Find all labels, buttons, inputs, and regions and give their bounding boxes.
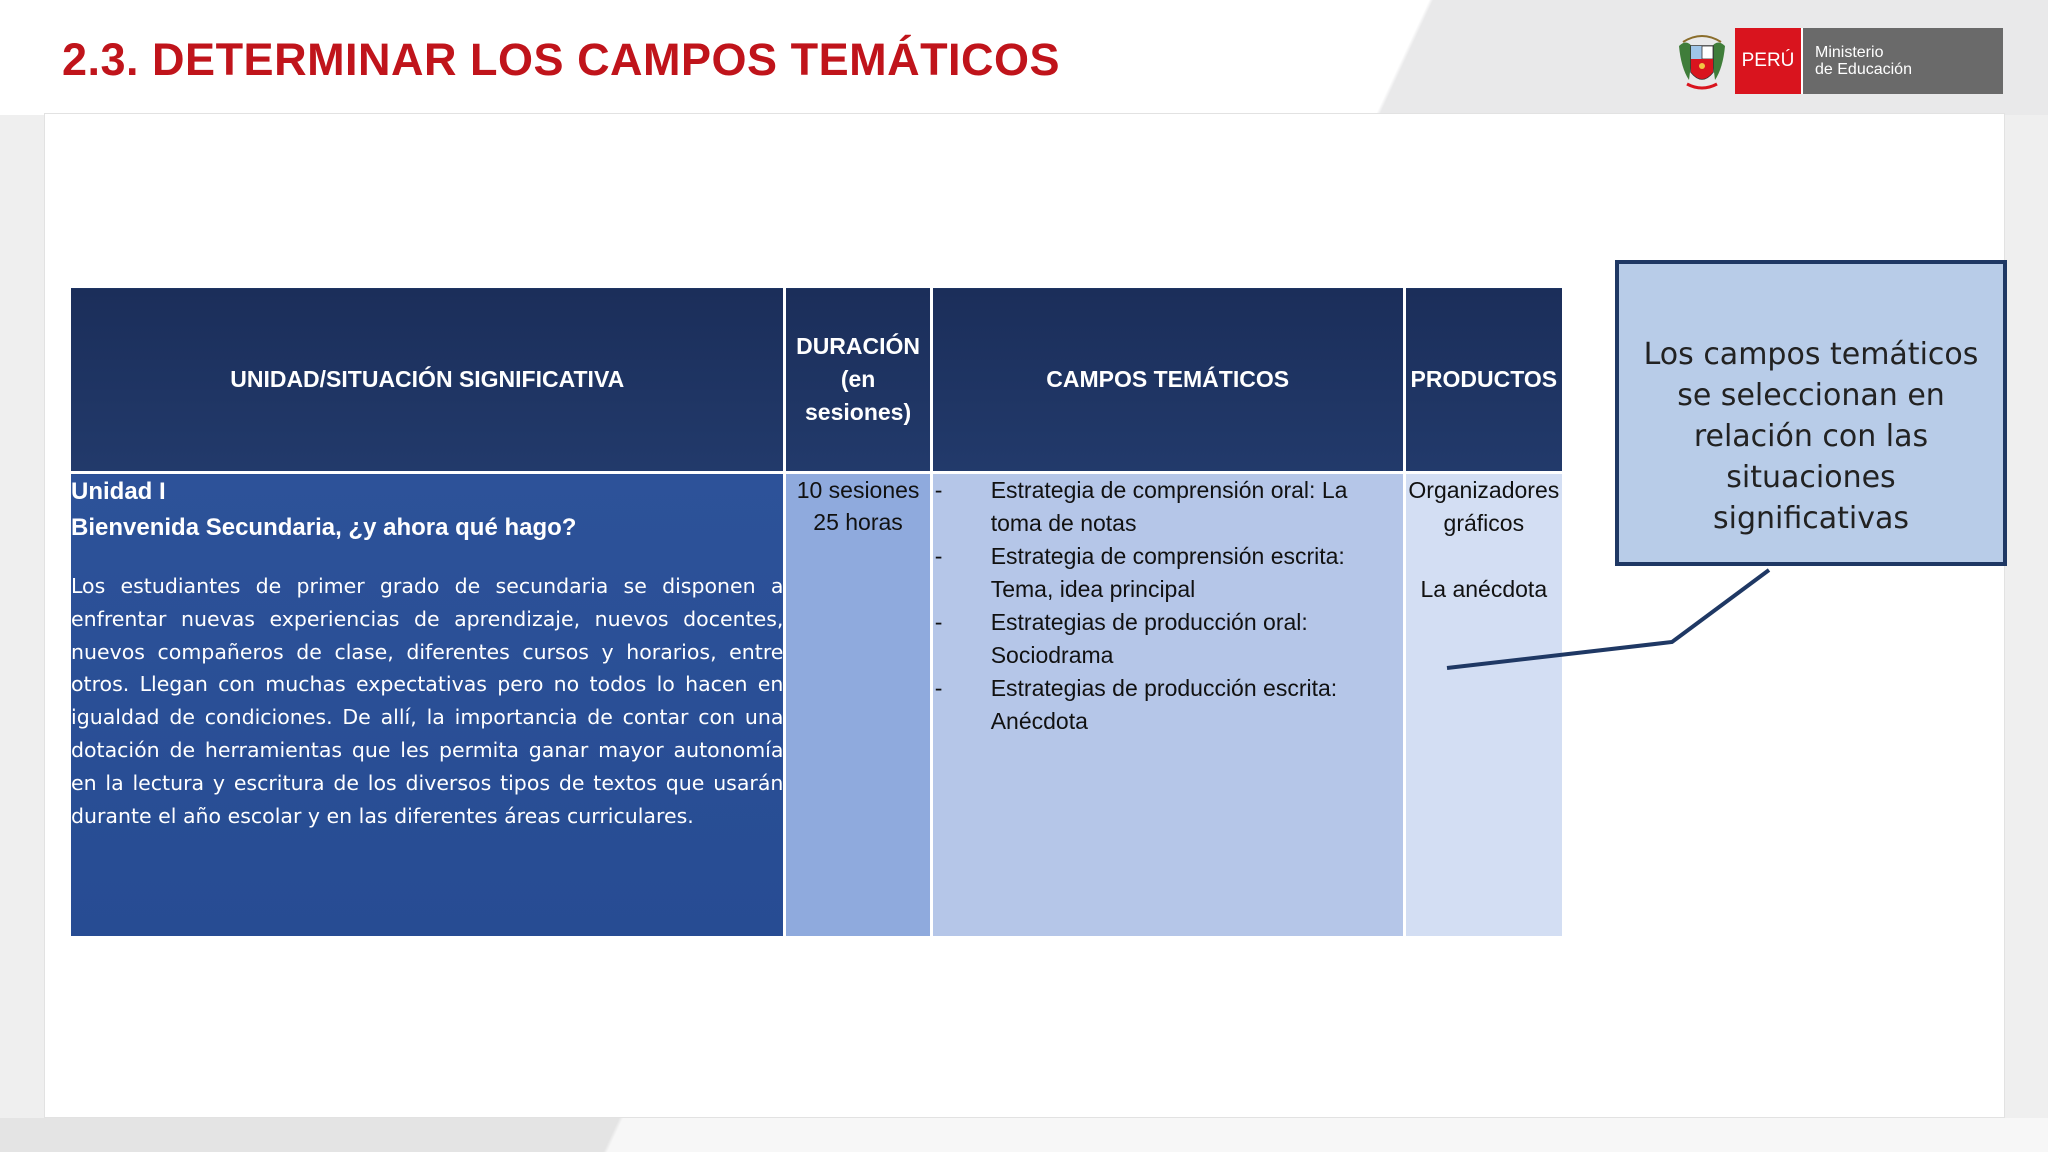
list-item bbox=[933, 606, 1403, 672]
topic-bullet: - bbox=[934, 675, 943, 701]
ministry-label bbox=[1801, 28, 2003, 94]
header-topics: CAMPOS TEMÁTICOS bbox=[931, 287, 1404, 473]
footer-background bbox=[0, 1118, 2048, 1152]
ministry-line-2: de Educación bbox=[1815, 61, 1912, 78]
products-cell bbox=[1404, 473, 1563, 938]
header-duration-line-1: DURACIÓN bbox=[796, 333, 921, 359]
topic-bullet: - bbox=[934, 543, 943, 569]
topic-text: Estrategia de comprensión escrita: Tema, idea principal bbox=[990, 543, 1345, 602]
topic-text: Estrategias de producción oral: Sociodrama bbox=[990, 609, 1308, 668]
peru-label: PERÚ bbox=[1735, 28, 1801, 94]
topics-cell bbox=[931, 473, 1404, 938]
list-item bbox=[933, 474, 1403, 540]
header-unit: UNIDAD/SITUACIÓN SIGNIFICATIVA bbox=[70, 287, 785, 473]
header-duration bbox=[785, 287, 931, 473]
topic-bullet: - bbox=[934, 609, 943, 635]
peru-coat-of-arms-icon bbox=[1673, 28, 1731, 94]
topic-bullet: - bbox=[934, 477, 943, 503]
minedu-logo bbox=[1673, 28, 2003, 94]
table-row bbox=[70, 473, 1564, 938]
unit-name: Unidad I bbox=[71, 478, 166, 505]
table-header-row bbox=[70, 287, 1564, 473]
list-item bbox=[933, 672, 1403, 738]
duration-cell bbox=[785, 473, 931, 938]
header-products: PRODUCTOS bbox=[1404, 287, 1563, 473]
unit-planning-table bbox=[68, 285, 1565, 939]
product-spacer bbox=[1406, 540, 1562, 573]
unit-description: Los estudiantes de primer grado de secundaria se disponen a enfrentar nuevas experiencias de aprendizaje, nuevos docentes, nuevos compañeros de clase, diferentes cursos y horarios, entre otros. Llegan con muchas expectativas pero no todos lo hacen en igualdad de condiciones. De allí, la importancia de contar con una dotación de herramientas que les permita ganar mayor autonomía en la lectura y escritura de los diversos tipos de textos que usarán durante el año escolar y en las diferentes áreas curriculares. bbox=[71, 574, 784, 828]
header-duration-line-2: (en sesiones) bbox=[805, 366, 912, 425]
list-item bbox=[933, 540, 1403, 606]
unit-title: Bienvenida Secundaria, ¿y ahora qué hago? bbox=[71, 514, 577, 541]
page-title: 2.3. DETERMINAR LOS CAMPOS TEMÁTICOS bbox=[62, 34, 1061, 85]
duration-hours: 25 horas bbox=[813, 509, 903, 535]
topic-text: Estrategias de producción escrita: Anécdota bbox=[990, 675, 1338, 734]
duration-sessions: 10 sesiones bbox=[796, 477, 920, 503]
topic-text: Estrategia de comprensión oral: La toma de notas bbox=[990, 477, 1348, 536]
product-item: La anécdota bbox=[1420, 576, 1548, 602]
unit-cell bbox=[70, 473, 785, 938]
product-item: Organizadores gráficos bbox=[1408, 477, 1560, 536]
ministry-line-1: Ministerio bbox=[1815, 44, 1884, 61]
callout-note: Los campos temáticos se seleccionan en relación con las situaciones significativas bbox=[1615, 260, 2007, 566]
